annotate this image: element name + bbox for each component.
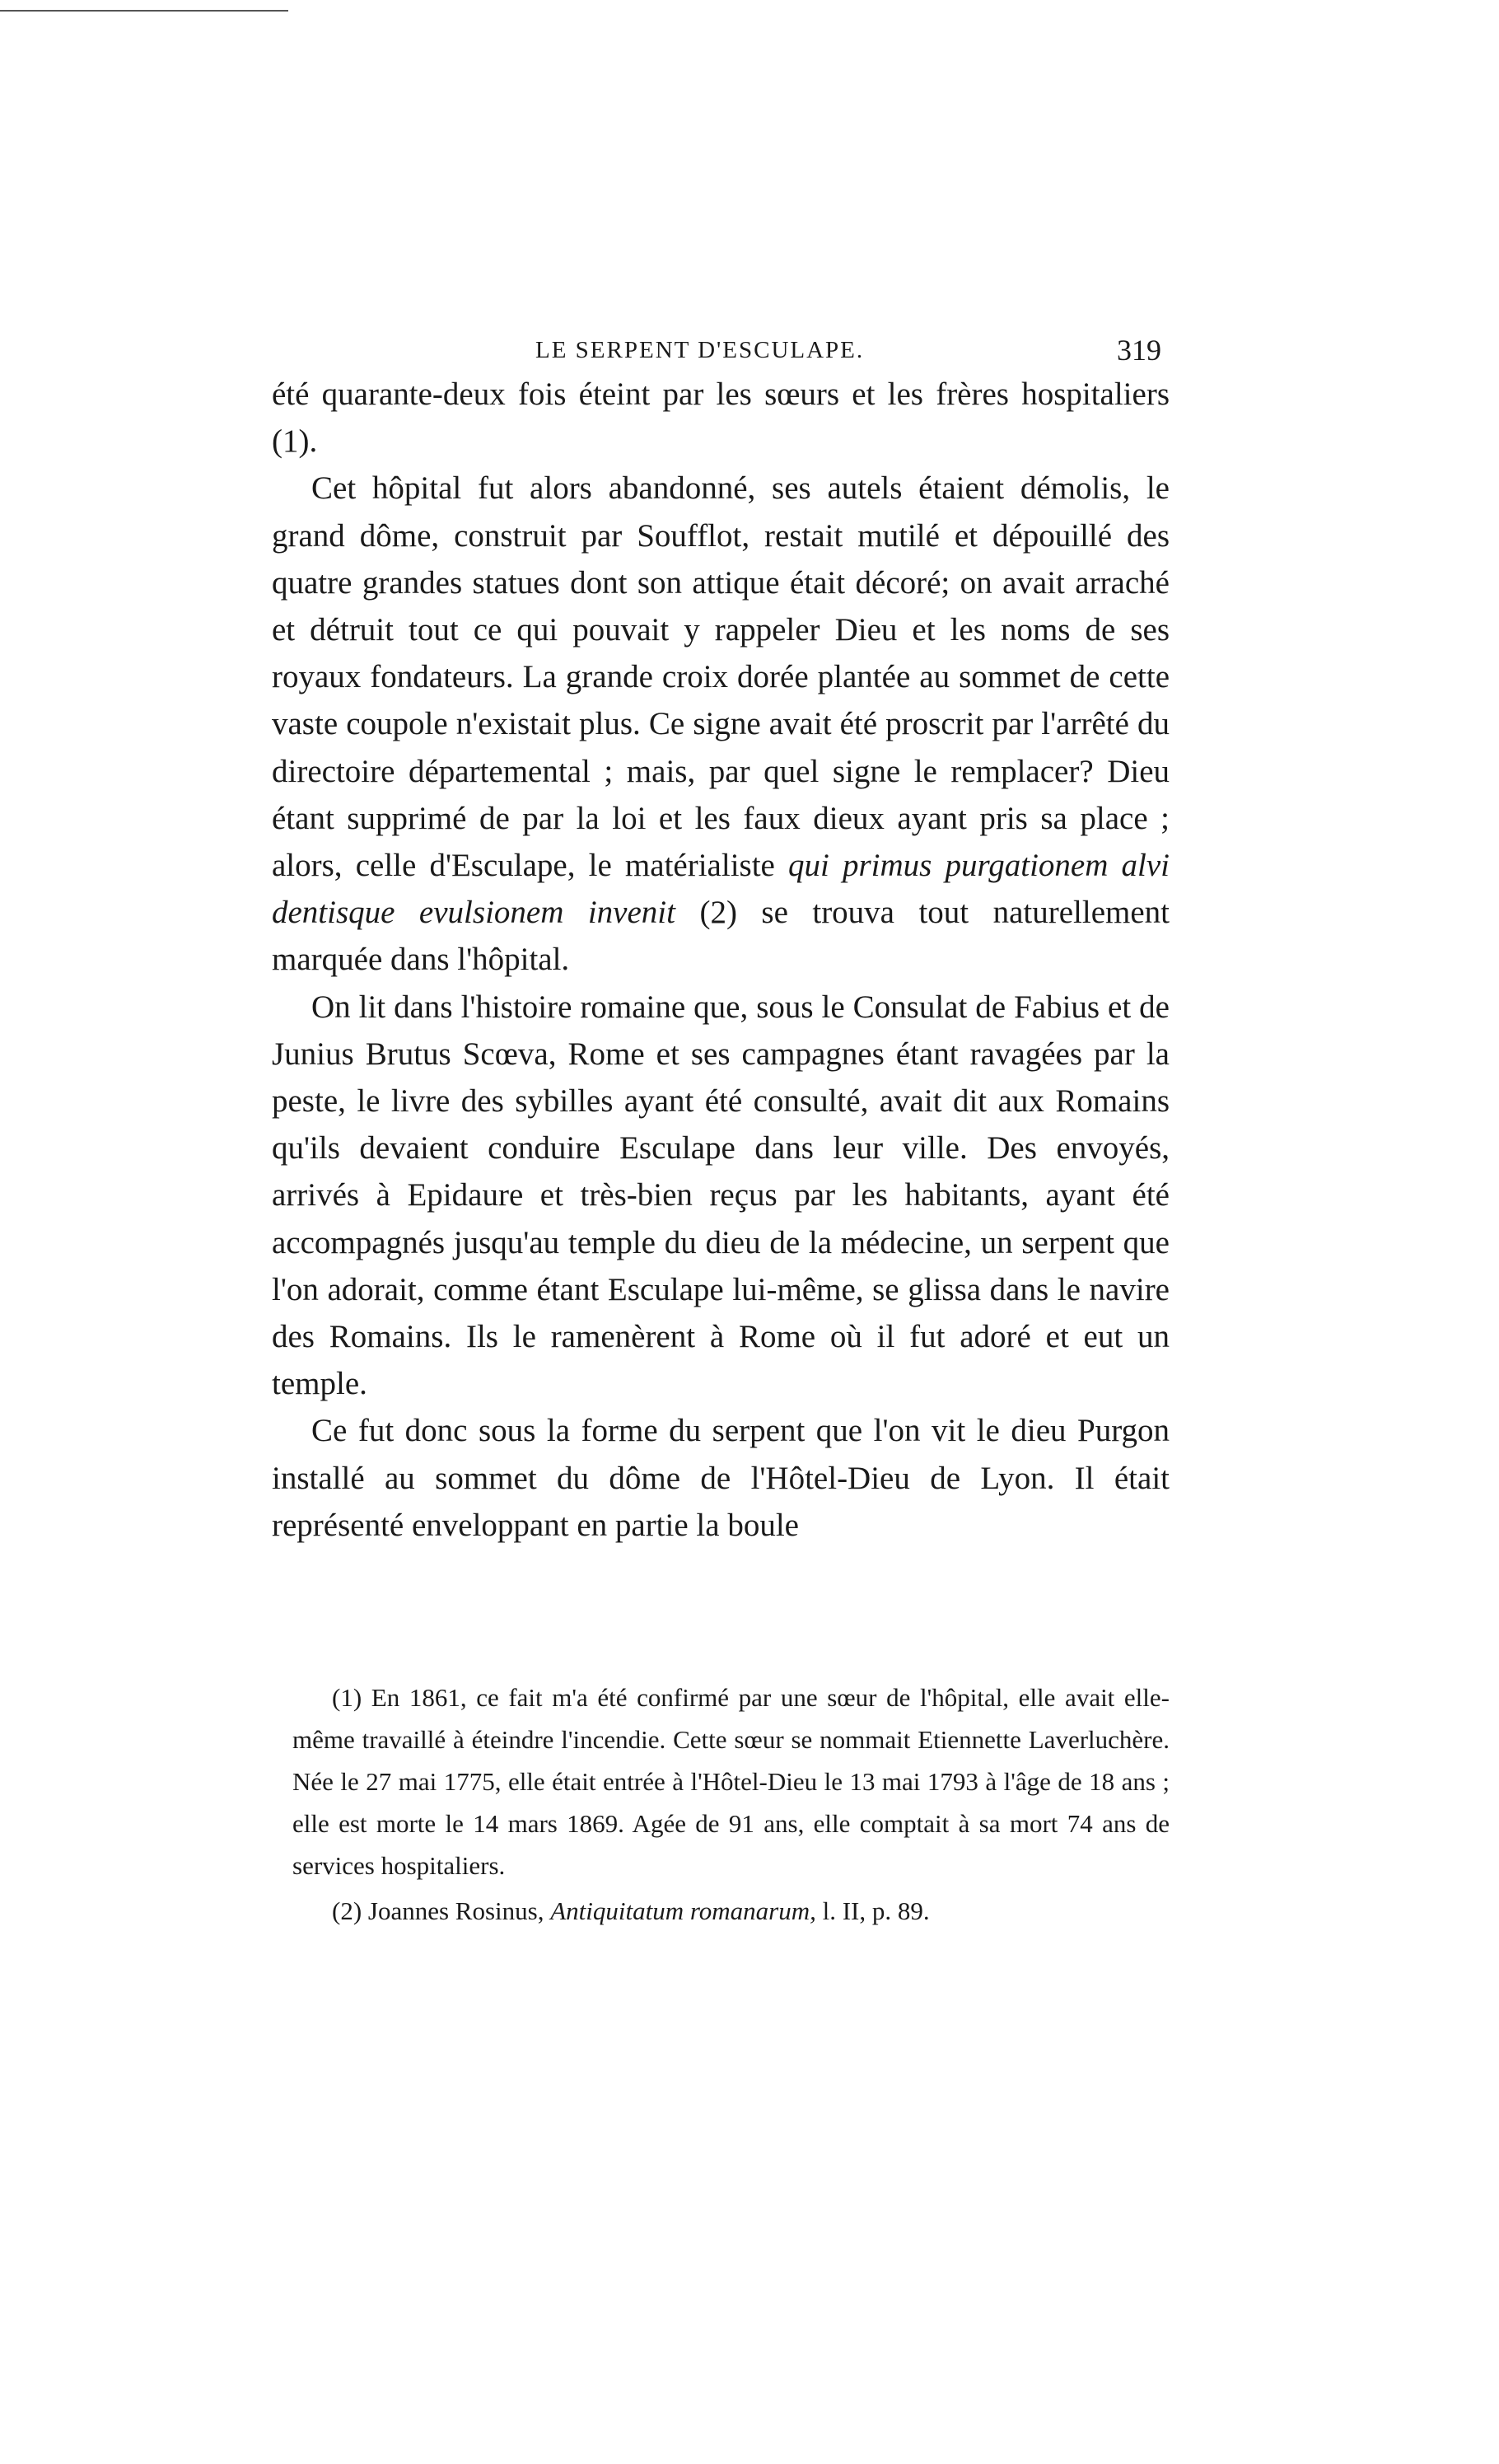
page-header [264,325,1161,375]
paragraph-4: Ce fut donc sous la forme du serpent que l'on vit le dieu Purgon installé au sommet du dôme de l'Hôtel-Dieu de Lyon. Il était représenté enveloppant en partie la boule [272,1413,1170,1543]
paragraph-2-text-a: Cet hôpital fut alors abandonné, ses autels étaient démolis, le grand dôme, construit par Soufflot, restait mutilé et dépouillé des quatre grandes statues dont son attique était décoré; on avait arraché et détruit tout ce qui pouvait y rappeler Dieu et les noms de ses royaux fondateurs. La grande croix dorée plantée au sommet de cette vaste coupole n'existait plus. Ce signe avait été proscrit par l'arrêté du directoire départemental ; mais, par quel signe le remplacer? Dieu étant supprimé de par la loi et les faux dieux ayant pris sa place ; alors, celle d'Esculape, le matérialiste [272,470,1170,884]
footnote-2-text-b: l. II, p. 89. [822,1896,930,1925]
paragraph-1: été quarante-deux fois éteint par les sœurs et les frères hospitaliers (1). [272,376,1170,460]
footnote-2 [292,1890,1170,1932]
footnote-2-text-a: (2) Joannes Rosinus, [332,1896,544,1925]
paragraph-2-text-b: (2) se trouva tout naturellement marquée dans l'hôpital. [272,895,1170,978]
top-rule [0,10,288,12]
page-number: 319 [1117,334,1161,367]
body-text [272,371,1170,1549]
running-head: LE SERPENT D'ESCULAPE. [535,337,865,363]
footnotes [292,1676,1170,1932]
paragraph-2-latin-quote: qui primus purgationem alvi dentisque evulsionem invenit [272,848,1170,931]
paragraph-2 [272,465,1170,983]
footnote-2-title: Antiquitatum romanarum, [550,1896,816,1925]
paragraph-3: On lit dans l'histoire romaine que, sous le Consulat de Fabius et de Junius Brutus Scœva, Rome et ses campagnes étant ravagées par la peste, le livre des sybilles ayant été consulté, avait dit aux Romains qu'ils devaient conduire Esculape dans leur ville. Des envoyés, arrivés à Epidaure et très-bien reçus par les habitants, ayant été accompagnés jusqu'au temple du dieu de la médecine, un serpent que l'on adorait, comme étant Esculape lui-même, se glissa dans le navire des Romains. Ils le ramenèrent à Rome où il fut adoré et eut un temple. [272,989,1170,1402]
footnote-1: (1) En 1861, ce fait m'a été confirmé par une sœur de l'hôpital, elle avait elle-même travaillé à éteindre l'incendie. Cette sœur se nommait Etiennette Laverluchère. Née le 27 mai 1775, elle était entrée à l'Hôtel-Dieu le 13 mai 1793 à l'âge de 18 ans ; elle est morte le 14 mars 1869. Agée de 91 ans, elle comptait à sa mort 74 ans de services hospitaliers. [292,1683,1170,1880]
